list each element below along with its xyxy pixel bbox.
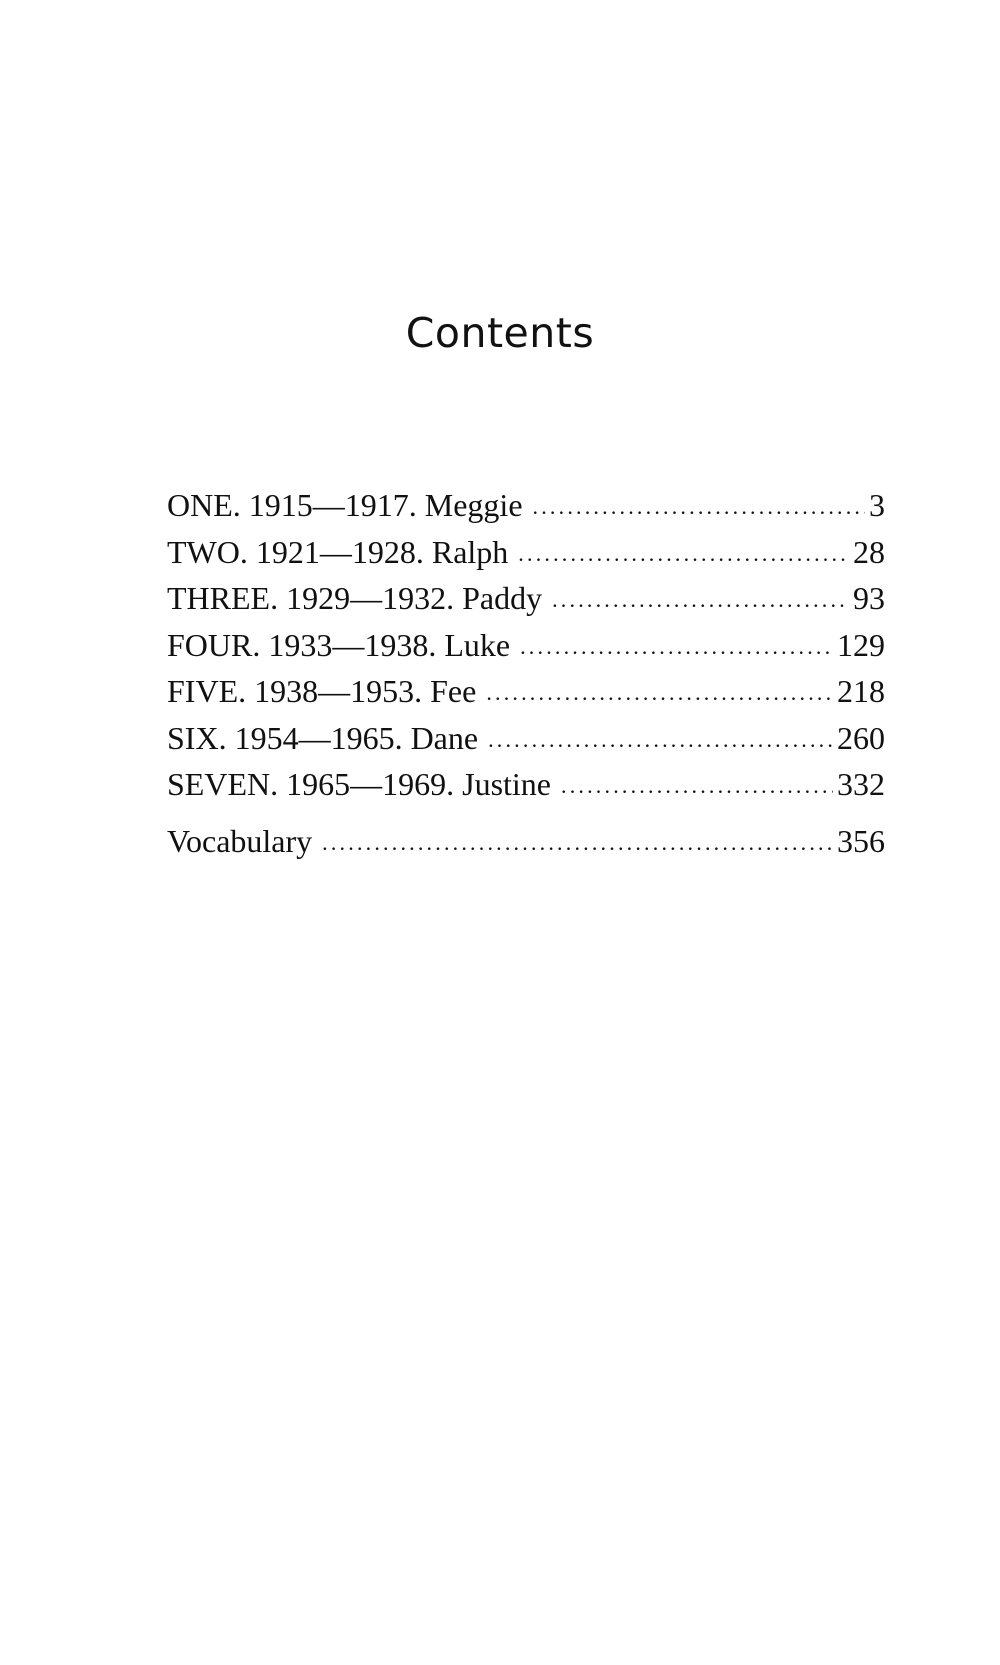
- toc-entry-label: Vocabulary: [167, 822, 313, 859]
- toc-entry-page: 356: [837, 822, 885, 859]
- toc-entry-label: SEVEN. 1965—1969. Justine: [167, 766, 551, 802]
- toc-entry-page: 3: [869, 487, 885, 523]
- toc-entry-two: [167, 529, 885, 576]
- toc-entry-four: [167, 622, 885, 669]
- toc-entry-label: FOUR. 1933—1938. Luke: [167, 626, 511, 663]
- dot-leader: [533, 484, 865, 531]
- toc-entry-seven: [167, 761, 885, 808]
- page-title: Contents: [405, 309, 595, 357]
- toc-entry-label: ONE. 1915—1917. Meggie: [167, 487, 523, 523]
- toc-entry-label: TWO. 1921—1928. Ralph: [167, 533, 509, 570]
- toc-entry-page: 260: [837, 719, 885, 756]
- toc-entry-page: 218: [837, 673, 885, 709]
- toc-entry-label: SIX. 1954—1965. Dane: [167, 719, 479, 756]
- dot-leader: [488, 717, 833, 764]
- toc-entry-page: 332: [837, 766, 885, 802]
- toc-entry-page: 28: [853, 533, 885, 570]
- toc-entry-page: 129: [837, 626, 885, 663]
- toc-entry-six: [167, 715, 885, 762]
- toc-entry-vocabulary: [167, 818, 885, 865]
- table-of-contents: [167, 482, 885, 864]
- toc-entry-one: [167, 482, 885, 529]
- dot-leader: [486, 670, 833, 717]
- toc-entry-page: 93: [853, 580, 885, 616]
- dot-leader: [552, 577, 849, 624]
- toc-entry-three: [167, 575, 885, 622]
- dot-leader: [561, 763, 833, 810]
- dot-leader: [322, 820, 833, 867]
- dot-leader: [520, 624, 833, 671]
- dot-leader: [518, 531, 849, 578]
- toc-entry-label: FIVE. 1938—1953. Fee: [167, 673, 477, 709]
- toc-entry-five: [167, 668, 885, 715]
- toc-entry-label: THREE. 1929—1932. Paddy: [167, 580, 543, 616]
